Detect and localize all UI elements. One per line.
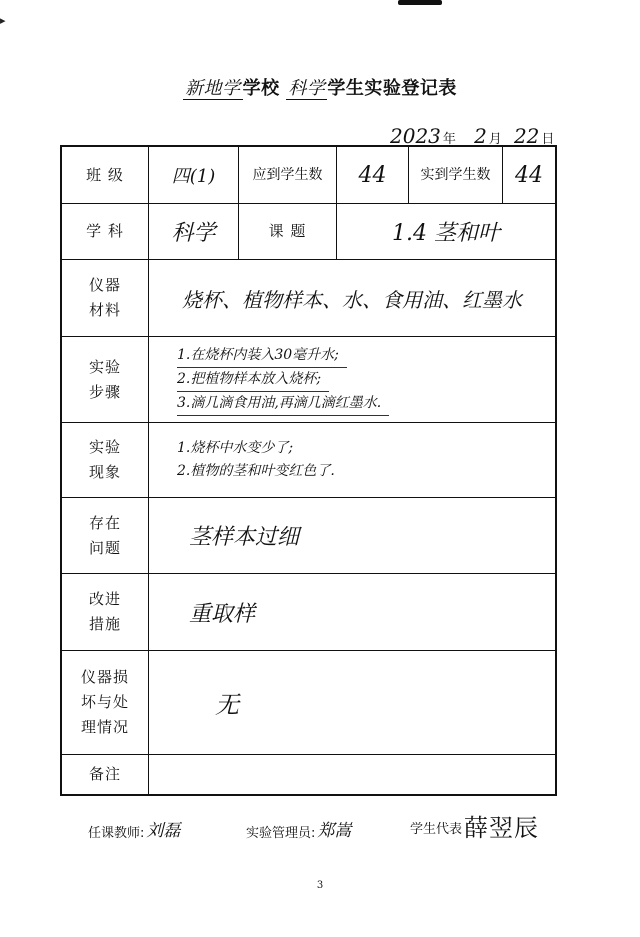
row-subject bbox=[62, 203, 555, 259]
phenomena-list bbox=[148, 423, 555, 497]
student-signature-block bbox=[410, 808, 539, 843]
date-year: 2023 bbox=[390, 124, 441, 148]
title-school-text: 学校 bbox=[242, 78, 280, 99]
manager-label: 实验管理员: bbox=[246, 826, 316, 841]
title-subject-handwritten: 科学 bbox=[288, 78, 326, 99]
materials-label bbox=[62, 260, 148, 336]
damage-label-line1: 仪器损 bbox=[80, 668, 129, 686]
date-day-label: 日 bbox=[541, 132, 555, 147]
row-class bbox=[62, 147, 555, 203]
problems-label bbox=[62, 498, 148, 573]
registration-form-table bbox=[60, 145, 557, 796]
teacher-label: 任课教师: bbox=[88, 826, 145, 841]
step-item-2: 2.把植物样本放入烧杯; bbox=[177, 368, 329, 392]
manager-signature: 郑嵩 bbox=[317, 821, 352, 841]
expected-count-label: 应到学生数 bbox=[238, 147, 336, 203]
steps-label-line1: 实验 bbox=[88, 357, 121, 376]
problems-value: 茎样本过细 bbox=[148, 498, 555, 573]
topic-value: 1.4 茎和叶 bbox=[336, 204, 555, 259]
date-month-label: 月 bbox=[488, 132, 502, 147]
row-damage bbox=[62, 650, 555, 754]
improvement-label bbox=[62, 574, 148, 650]
remarks-label: 备注 bbox=[88, 765, 121, 783]
row-steps bbox=[62, 336, 555, 422]
scan-mark-top bbox=[398, 0, 442, 5]
damage-label-line3: 理情况 bbox=[80, 718, 129, 736]
expected-count-value: 44 bbox=[336, 147, 408, 203]
steps-list bbox=[148, 337, 555, 422]
phenomena-label bbox=[62, 423, 148, 497]
damage-value: 无 bbox=[148, 651, 555, 754]
materials-label-line1: 仪器 bbox=[88, 276, 121, 294]
problems-label-line1: 存在 bbox=[88, 513, 121, 532]
row-improvement bbox=[62, 573, 555, 650]
teacher-signature: 刘磊 bbox=[146, 821, 181, 841]
manager-signature-block bbox=[246, 816, 351, 841]
class-label: 班 级 bbox=[86, 165, 124, 184]
title-rest-text: 学生实验登记表 bbox=[327, 78, 457, 99]
actual-count-value: 44 bbox=[502, 147, 555, 203]
steps-label bbox=[62, 337, 148, 422]
date-day: 22 bbox=[513, 124, 540, 148]
problems-label-line2: 问题 bbox=[88, 538, 121, 557]
row-remarks bbox=[62, 754, 555, 794]
title-school-handwritten: 新地学 bbox=[185, 78, 241, 99]
date-month: 2 bbox=[474, 124, 487, 148]
page-number: 3 bbox=[316, 880, 324, 891]
scan-mark-left: ▸ bbox=[0, 14, 6, 27]
step-item-1: 1.在烧杯内装入30毫升水; bbox=[177, 344, 347, 368]
topic-label: 课 题 bbox=[238, 204, 336, 259]
steps-label-line2: 步骤 bbox=[88, 382, 121, 401]
student-label: 学生代表 bbox=[410, 822, 463, 837]
teacher-signature-block bbox=[88, 816, 180, 841]
subject-value: 科学 bbox=[148, 204, 238, 259]
damage-label-line2: 坏与处 bbox=[80, 693, 129, 711]
damage-label bbox=[62, 651, 148, 754]
remarks-value bbox=[148, 755, 555, 794]
actual-count-label: 实到学生数 bbox=[408, 147, 502, 203]
phenomenon-item-2: 2.植物的茎和叶变红色了. bbox=[177, 463, 335, 479]
materials-label-line2: 材料 bbox=[88, 301, 121, 319]
phenomena-label-line2: 现象 bbox=[88, 463, 121, 481]
improvement-label-line2: 措施 bbox=[88, 615, 121, 633]
date-year-label: 年 bbox=[442, 132, 456, 147]
subject-label: 学 科 bbox=[86, 222, 124, 240]
student-signature: 薛翌辰 bbox=[464, 814, 540, 842]
signature-footer bbox=[0, 816, 640, 846]
improvement-label-line1: 改进 bbox=[88, 590, 121, 608]
row-materials bbox=[62, 259, 555, 336]
row-problems bbox=[62, 497, 555, 573]
page-title bbox=[0, 74, 640, 100]
row-phenomena bbox=[62, 422, 555, 497]
phenomenon-item-1: 1.烧杯中水变少了; bbox=[177, 440, 294, 456]
phenomena-label-line1: 实验 bbox=[88, 438, 121, 456]
improvement-value: 重取样 bbox=[148, 574, 555, 650]
class-value: 四(1) bbox=[148, 147, 238, 203]
step-item-3: 3.滴几滴食用油,再滴几滴红墨水. bbox=[177, 392, 389, 416]
materials-value: 烧杯、植物样本、水、食用油、红墨水 bbox=[148, 260, 555, 336]
